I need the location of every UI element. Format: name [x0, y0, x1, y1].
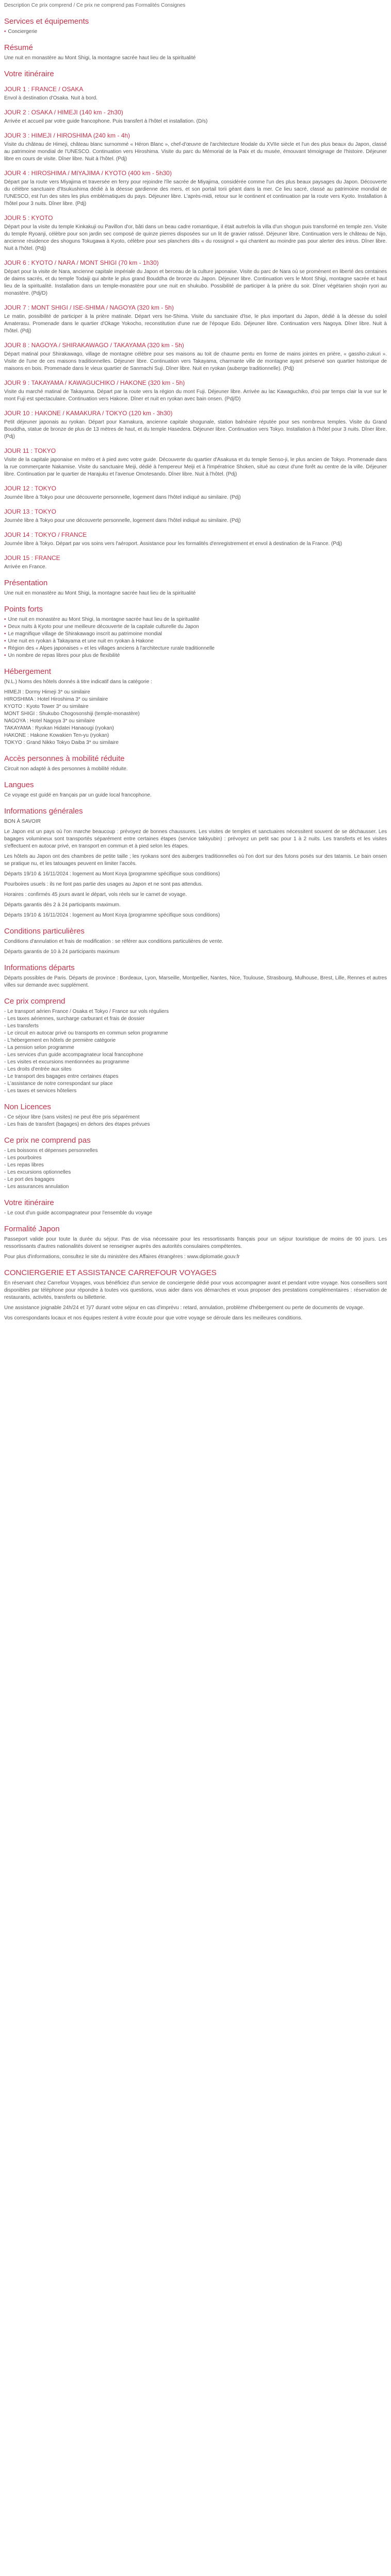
day-heading: JOUR 9 : TAKAYAMA / KAWAGUCHIKO / HAKONE (320 km - 5h) — [4, 379, 185, 386]
list-item: - Le port des bagages — [4, 1176, 387, 1183]
list-item: HIMEJI : Dormy Himeji 3* ou similaire — [4, 689, 90, 695]
list-item: - Les services d'un guide accompagnateur local francophone — [4, 1052, 387, 1059]
paragraph: Vos correspondants locaux et nos équipes restent à votre écoute pour que votre voyage se déroule dans les meilleures conditions. — [4, 1315, 303, 1321]
list-item: TAKAYAMA : Ryokan Hidatei Hanaougi (ryokan) — [4, 725, 114, 731]
paragraph: Une nuit en monastère au Mont Shigi, la montagne sacrée haut lieu de la spiritualité — [4, 590, 196, 596]
paragraph: Départ pour la visite de Nara, ancienne capitale impériale du Japon et berceau de la culture japonaise. Visite du parc de Nara où se promènent en liberté des centaines de daims sacrés, et du temple Todaiji qui abrite le plus grand Bouddha de bronze du Japon. Déjeuner libre. Continuation vers le Mont Shigi, montagne sacrée et haut lieu de la spiritualité. Installation dans un temple-monastère pour une nuit en shukubo. Possibilité de participer à la prière du soir. Dîner végétarien shojin ryori au monastère. (Pdj/D) — [4, 269, 387, 296]
list-item: - Les transferts — [4, 1023, 387, 1030]
paragraph: Ce voyage est guidé en français par un guide local francophone. — [4, 792, 152, 798]
paragraph: (N.L.) Noms des hôtels donnés à titre indicatif dans la catégorie : — [4, 679, 152, 685]
paragraph: Une assistance joignable 24h/24 et 7j/7 durant votre séjour en cas d'imprévu : retard, annulation, problème d'hébergement ou perte de documents de voyage. — [4, 1305, 365, 1311]
list-item: - Les repas libres — [4, 1162, 387, 1169]
section-heading: Non Licences — [4, 1103, 51, 1111]
paragraph: Journée libre à Tokyo pour une découverte personnelle, logement dans l'hôtel indiqué au similaire. (Pdj) — [4, 518, 241, 523]
day-heading: JOUR 2 : OSAKA / HIMEJI (140 km - 2h30) — [4, 109, 123, 116]
paragraph: Départs 19/10 & 16/11/2024 : logement au Mont Koya (programme spécifique sous conditions) — [4, 912, 220, 918]
paragraph: Passeport valide pour toute la durée du séjour. Pas de visa nécessaire pour les ressortissants français pour un séjour touristique de moins de 90 jours. Les ressortissants d'autres nationalités doivent se renseigner auprès des autorités consulaires compétentes. — [4, 1236, 387, 1249]
day-heading: JOUR 11 : TOKYO — [4, 447, 56, 454]
paragraph: Pour plus d'informations, consultez le site du ministère des Affaires étrangères : www.diplomatie.gouv.fr — [4, 1254, 240, 1260]
list-item: - Le transport aérien France / Osaka et Tokyo / France sur vols réguliers — [4, 1008, 387, 1015]
section-heading: Points forts — [4, 605, 43, 614]
section-heading: Formalité Japon — [4, 1225, 60, 1233]
list-item: • Une nuit en ryokan à Takayama et une nuit en ryokan à Hakone — [4, 638, 387, 645]
list-item: - Ce séjour libre (sans visites) ne peut être pris séparément — [4, 1114, 387, 1121]
day-heading: JOUR 4 : HIROSHIMA / MIYAJIMA / KYOTO (400 km - 5h30) — [4, 170, 172, 177]
paragraph: Départs 19/10 & 16/11/2024 : logement au Mont Koya (programme spécifique sous conditions) — [4, 871, 220, 877]
paragraph: Journée libre à Tokyo pour une découverte personnelle, logement dans l'hôtel indiqué au similaire. (Pdj) — [4, 495, 241, 500]
section-heading: CONCIERGERIE ET ASSISTANCE CARREFOUR VOYAGES — [4, 1268, 217, 1277]
list-item: MONT SHIGI : Shukubo Chogosonshiji (temple-monastère) — [4, 711, 140, 717]
list-item: • Région des « Alpes japonaises » et les villages anciens à l'architecture rurale traditionnelle — [4, 645, 387, 652]
paragraph: Le Japon est un pays où l'on marche beaucoup : prévoyez de bonnes chaussures. Les visites de temples et sanctuaires nécessitent souvent de se déchausser. Les bagages volumineux sont transportés séparément entre certaines étapes (service takkyubin) : prévoyez un petit sac pour 1 à 2 nuits. Les transferts et les visites s'effectuent en autocar privé, en transport en commun et à pied selon les étapes. — [4, 829, 387, 849]
paragraph: Départs possibles de Paris. Départs de province : Bordeaux, Lyon, Marseille, Montpellier, Nantes, Nice, Toulouse, Strasbourg, Mulhouse, Brest, Lille, Rennes et autres villes sur demande avec supplément. — [4, 975, 387, 988]
list-item: - Les excursions optionnelles — [4, 1169, 387, 1176]
day-heading: JOUR 14 : TOKYO / FRANCE — [4, 531, 87, 538]
list-item: • Deux nuits à Kyoto pour une meilleure découverte de la capitale culturelle du Japon — [4, 623, 387, 631]
section-heading: Services et équipements — [4, 17, 89, 26]
paragraph: Les hôtels au Japon ont des chambres de petite taille ; les ryokans sont des auberges traditionnelles où l'on dort sur des futons posés sur des tatamis. Le bain onsen se pratique nu, et les tatouages peuvent en limiter l'accès. — [4, 854, 387, 867]
section-heading: Votre itinéraire — [4, 1198, 54, 1207]
paragraph: Départs garantis de 10 à 24 participants maximum — [4, 949, 120, 955]
item-list — [4, 28, 387, 36]
list-item: - L'assistance de notre correspondant sur place — [4, 1080, 387, 1088]
section-heading: Votre itinéraire — [4, 70, 54, 78]
paragraph: Journée libre à Tokyo. Départ par vos soins vers l'aéroport. Assistance pour les formalités d'enregistrement et envol à destination de la France. (Pdj) — [4, 541, 343, 547]
list-item: • Une nuit en monastère au Mont Shigi, la montagne sacrée haut lieu de la spiritualité — [4, 616, 387, 623]
list-item: - Les droits d'entrée aux sites — [4, 1066, 387, 1073]
paragraph: Envol à destination d'Osaka. Nuit à bord. — [4, 95, 97, 101]
tabs-header-text: Description Ce prix comprend / Ce prix ne comprend pas Formalités Consignes — [4, 3, 186, 8]
item-list — [4, 1210, 387, 1217]
section-heading: Hébergement — [4, 667, 51, 676]
item-list — [4, 689, 387, 747]
item-list — [4, 616, 387, 659]
paragraph: Départs garantis dès 2 à 24 participants maximum. — [4, 902, 121, 908]
section-heading: Langues — [4, 781, 34, 789]
item-list — [4, 1008, 387, 1095]
list-item: • Conciergerie — [4, 28, 387, 36]
section-heading: Présentation — [4, 579, 48, 587]
section-heading: Informations départs — [4, 963, 75, 972]
paragraph: Une nuit en monastère au Mont Shigi, la montagne sacrée haut lieu de la spiritualité — [4, 55, 196, 61]
paragraph: Visite de la capitale japonaise en métro et à pied avec votre guide. Découverte du quartier d'Asakusa et du temple Senso-ji, le plus ancien de Tokyo. Promenade dans la rue commerçante Nakamise. Visite du sanctuaire Meiji, dédié à l'empereur Meiji et à l'impératrice Shoken, situé au cœur d'une forêt au centre de la ville. Déjeuner libre. Continuation par le quartier de Harajuku et l'avenue Omotesando. Dîner libre. Nuit à l'hôtel. (Pdj) — [4, 457, 387, 477]
paragraph: Visite du marché matinal de Takayama. Départ par la route vers la région du mont Fuji. Déjeuner libre. Arrivée au lac Kawaguchiko, d'où par temps clair la vue sur le mont Fuji est spectaculaire. Continuation vers Hakone. Dîner et nuit en ryokan avec bain onsen. (Pdj/D) — [4, 389, 387, 402]
day-heading: JOUR 7 : MONT SHIGI / ISE-SHIMA / NAGOYA (320 km - 5h) — [4, 304, 174, 311]
day-heading: JOUR 5 : KYOTO — [4, 214, 53, 222]
list-item: - Le transport des bagages entre certaines étapes — [4, 1073, 387, 1080]
paragraph: Horaires : confirmés 45 jours avant le départ, vols réels sur le carnet de voyage. — [4, 892, 187, 897]
list-item: - Les visites et excursions mentionnées au programme — [4, 1059, 387, 1066]
day-heading: JOUR 3 : HIMEJI / HIROSHIMA (240 km - 4h) — [4, 132, 131, 139]
list-item: - L'hébergement en hôtels de première catégorie — [4, 1037, 387, 1044]
list-item: KYOTO : Kyoto Tower 3* ou similaire — [4, 704, 89, 709]
list-item: • Le magnifique village de Shirakawago inscrit au patrimoine mondial — [4, 631, 387, 638]
section-heading: Informations générales — [4, 807, 83, 816]
section-heading: Ce prix ne comprend pas — [4, 1136, 91, 1145]
paragraph: En réservant chez Carrefour Voyages, vous bénéficiez d'un service de conciergerie dédié pour vous accompagner avant et pendant votre voyage. Nos conseillers sont disponibles par téléphone pour répondre à toutes vos questions, vous aider dans vos démarches et vous proposer des prestations complémentaires : réservation de restaurants, activités, transferts ou billetterie. — [4, 1280, 387, 1300]
day-heading: JOUR 8 : NAGOYA / SHIRAKAWAGO / TAKAYAMA (320 km - 5h) — [4, 342, 184, 349]
paragraph: BON À SAVOIR — [4, 819, 41, 824]
section-heading: Accès personnes à mobilité réduite — [4, 754, 125, 763]
paragraph: Arrivée et accueil par votre guide francophone. Puis transfert à l'hôtel et installation. (D/s) — [4, 118, 208, 124]
day-heading: JOUR 15 : FRANCE — [4, 554, 60, 562]
list-item: - Les assurances annulation — [4, 1183, 387, 1191]
day-heading: JOUR 1 : FRANCE / OSAKA — [4, 86, 84, 93]
list-item: NAGOYA : Hotel Nagoya 3* ou similaire — [4, 718, 95, 724]
list-item: • Un nombre de repas libres pour plus de flexibilité — [4, 652, 387, 659]
list-item: - Le circuit en autocar privé ou transports en commun selon programme — [4, 1030, 387, 1037]
paragraph: Circuit non adapté à des personnes à mobilité réduite. — [4, 766, 128, 772]
list-item: - Les pourboires — [4, 1155, 387, 1162]
paragraph: Visite du château de Himeji, château blanc surnommé « Héron Blanc », chef-d'œuvre de l'architecture féodale du XVIIe siècle et l'un des plus beaux du Japon, classé au patrimoine mondial de l'UNESCO. Continuation vers Hiroshima. Visite du parc du Mémorial de la Paix et du musée, émouvant témoignage de l'histoire. Déjeuner libre en cours de visite. Dîner libre. Nuit à l'hôtel. (Pdj) — [4, 142, 387, 162]
paragraph: Départ matinal pour Shirakawago, village de montagne célèbre pour ses maisons au toit de chaume pentu en forme de mains jointes en prière, « gassho-zukuri ». Visite de l'une de ces maisons traditionnelles. Déjeuner libre. Continuation vers Takayama, charmante ville de montagne ayant préservé son quartier historique de maisons en bois. Promenade dans le vieux quartier de Sanmachi Suji. Dîner libre. Nuit en ryokan (auberge traditionnelle). (Pdj) — [4, 351, 387, 371]
day-heading: JOUR 10 : HAKONE / KAMAKURA / TOKYO (120 km - 3h30) — [4, 410, 173, 417]
list-item: - Les boissons et dépenses personnelles — [4, 1147, 387, 1155]
section-heading: Conditions particulières — [4, 927, 85, 936]
list-item: - Le cout d'un guide accompagnateur pour l'ensemble du voyage — [4, 1210, 387, 1217]
paragraph: Départ pour la visite du temple Kinkakuji ou Pavillon d'or, bâti dans un beau cadre romantique, il était autrefois la villa d'un shogun puis transformé en temple zen. Visite du temple Ryoanji, célèbre pour son jardin sec composé de quinze pierres disposées sur un lit de gravier ratissé. Déjeuner libre. Continuation vers le château de Nijo, ancienne résidence des shoguns Tokugawa à Kyoto, célèbre pour ses planchers dits « du rossignol » qui chantent au moindre pas pour alerter des intrus. Dîner libre. Nuit à l'hôtel. (Pdj) — [4, 224, 387, 251]
paragraph: Arrivée en France. — [4, 564, 47, 570]
list-item: HAKONE : Hakone Kowakien Ten-yu (ryokan) — [4, 733, 109, 738]
item-list — [4, 1147, 387, 1191]
paragraph: Le matin, possibilité de participer à la prière matinale. Départ vers Ise-Shima. Visite du sanctuaire d'Ise, le plus important du Japon, dédié à la déesse du soleil Amaterasu. Promenade dans le quartier d'Okage Yokocho, reconstitution d'une rue de l'époque Edo. Déjeuner libre. Continuation vers Nagoya. Dîner libre. Nuit à l'hôtel. (Pdj) — [4, 314, 387, 334]
paragraph: Pourboires usuels : ils ne font pas partie des usages au Japon et ne sont pas attendus. — [4, 882, 203, 887]
list-item: TOKYO : Grand Nikko Tokyo Daiba 3* ou similaire — [4, 740, 119, 745]
section-heading: Ce prix comprend — [4, 997, 66, 1006]
list-item: - Les frais de transfert (bagages) en dehors des étapes prévues — [4, 1121, 387, 1128]
content — [4, 16, 387, 1322]
paragraph: Conditions d'annulation et frais de modification : se référer aux conditions particulières de vente. — [4, 939, 223, 944]
section-heading: Résumé — [4, 43, 33, 52]
list-item: HIROSHIMA : Hotel Hiroshima 3* ou similaire — [4, 697, 108, 702]
item-list — [4, 1114, 387, 1128]
day-heading: JOUR 6 : KYOTO / NARA / MONT SHIGI (70 km - 1h30) — [4, 259, 159, 266]
list-item: - La pension selon programme — [4, 1044, 387, 1052]
paragraph: Départ par la route vers Miyajima et traversée en ferry pour rejoindre l'île sacrée de Miyajima, considérée comme l'un des plus beaux paysages du Japon. Découverte du célèbre sanctuaire d'Itsukushima dédié à la déesse gardienne des mers, et son portail torii géant dans la mer. Ce lieu sacré, classé au patrimoine mondial de l'UNESCO, est l'un des sites les plus emblématiques du pays. Déjeuner libre. L'après-midi, retour sur le continent et continuation par la route vers Kyoto. Installation à l'hôtel pour 3 nuits. Dîner libre. (Pdj) — [4, 179, 387, 207]
paragraph: Petit déjeuner japonais au ryokan. Départ pour Kamakura, ancienne capitale shogunale, station balnéaire réputée pour ses nombreux temples. Visite du Grand Bouddha, statue de bronze de plus de 13 mètres de haut, et du temple Hasedera. Déjeuner libre. Continuation vers Tokyo. Installation à l'hôtel pour 3 nuits. Dîner libre. (Pdj) — [4, 419, 387, 439]
day-heading: JOUR 12 : TOKYO — [4, 485, 56, 492]
list-item: - Les taxes et services hôteliers — [4, 1088, 387, 1095]
day-heading: JOUR 13 : TOKYO — [4, 508, 56, 515]
list-item: - Les taxes aériennes, surcharge carburant et frais de dossier — [4, 1015, 387, 1023]
